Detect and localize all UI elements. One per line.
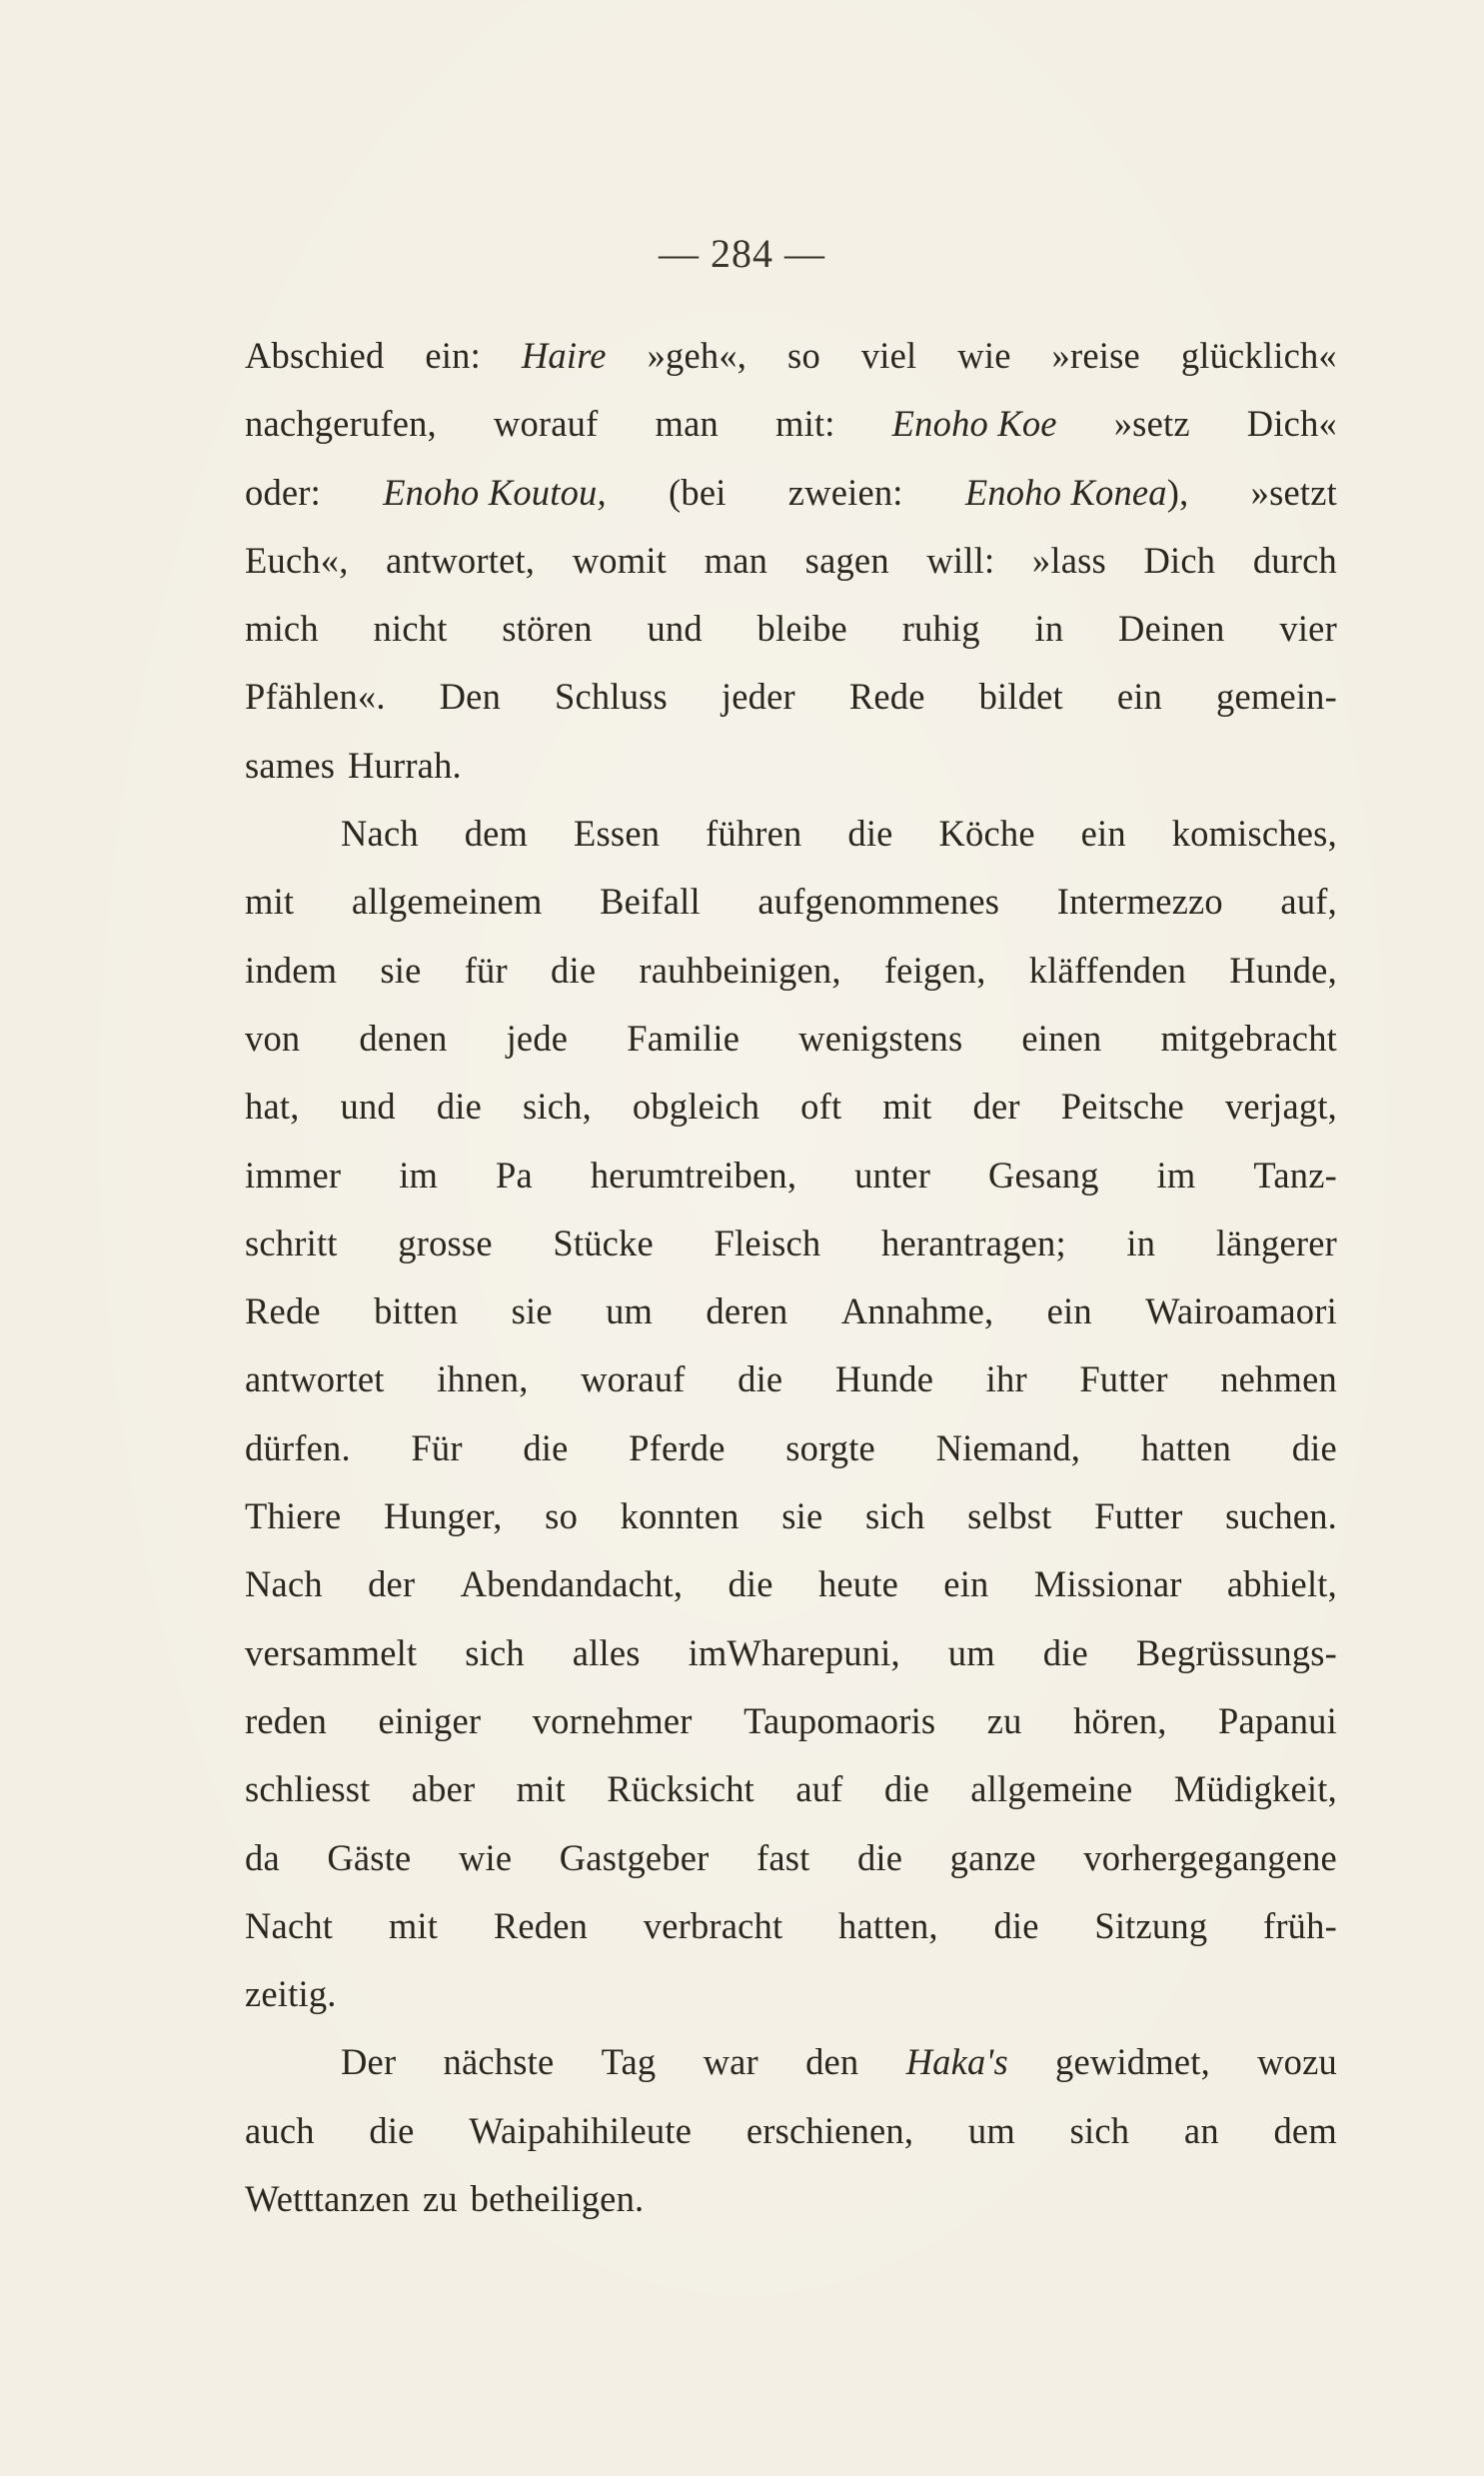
word: die xyxy=(856,1836,903,1878)
word: Wetttanzen xyxy=(245,2178,411,2220)
word: einiger xyxy=(378,1699,482,1741)
word: allgemeine xyxy=(970,1768,1133,1810)
word: abhielt, xyxy=(1226,1563,1337,1605)
word: Gäste xyxy=(327,1836,412,1878)
word: Pa xyxy=(496,1154,533,1196)
word: durch xyxy=(1252,539,1337,581)
word: mitgebracht xyxy=(1160,1017,1337,1059)
body-text xyxy=(245,322,1337,2233)
word-group xyxy=(965,459,1189,527)
word: betheiligen. xyxy=(470,2178,645,2220)
word: Hunde, xyxy=(1229,949,1337,991)
word: man xyxy=(655,403,719,445)
word: Annahme, xyxy=(840,1290,994,1332)
text-line xyxy=(245,1005,1337,1073)
text-line xyxy=(245,1755,1337,1823)
word: in xyxy=(1034,608,1064,650)
text-line xyxy=(245,1414,1337,1482)
word: die xyxy=(883,1768,930,1810)
word: alles xyxy=(572,1631,641,1673)
word: heute xyxy=(817,1563,898,1605)
word: nehmen xyxy=(1220,1358,1337,1400)
word: aufgenommenes xyxy=(757,881,1000,923)
word: jeder xyxy=(721,676,795,718)
word: Intermezzo xyxy=(1056,881,1223,923)
word: antwortet, xyxy=(386,539,536,581)
word: von xyxy=(245,1017,301,1059)
word: ein xyxy=(1116,676,1163,718)
word: mit: xyxy=(775,403,835,445)
word: sich xyxy=(1069,2109,1130,2151)
word: und xyxy=(647,608,703,650)
text-line xyxy=(245,1960,1337,2028)
word: sich xyxy=(864,1495,925,1537)
word: hören, xyxy=(1073,1699,1167,1741)
text-line xyxy=(245,1619,1337,1687)
word: sich xyxy=(465,1631,525,1673)
word: Rede xyxy=(848,676,925,718)
word: der xyxy=(368,1563,416,1605)
word: denen xyxy=(359,1017,448,1059)
word: sie xyxy=(380,949,422,991)
text-line xyxy=(245,1824,1337,1892)
word: Tag xyxy=(601,2041,657,2083)
word: dürfen. xyxy=(245,1426,351,1468)
text-line xyxy=(245,800,1337,868)
word: worauf xyxy=(581,1358,686,1400)
word: zu xyxy=(986,1699,1022,1741)
text-line xyxy=(245,390,1337,458)
word: Müdigkeit, xyxy=(1173,1768,1337,1810)
text-line xyxy=(245,663,1337,731)
word: Waipahihileute xyxy=(469,2109,693,2151)
word: womit xyxy=(572,539,668,581)
word: unter xyxy=(854,1154,931,1196)
word: jede xyxy=(506,1017,569,1059)
word: war xyxy=(703,2041,758,2083)
word: sorgte xyxy=(785,1426,875,1468)
text-line xyxy=(245,322,1337,390)
word: Familie xyxy=(627,1017,741,1059)
word: komisches, xyxy=(1171,813,1337,855)
word: wie xyxy=(458,1836,513,1878)
word: bildet xyxy=(978,676,1063,718)
word: selbst xyxy=(967,1495,1052,1537)
word: den xyxy=(805,2041,859,2083)
word: so xyxy=(545,1495,579,1537)
word: Thiere xyxy=(245,1495,342,1537)
word: mit xyxy=(245,881,295,923)
word: längerer xyxy=(1215,1222,1337,1263)
word: die xyxy=(369,2109,415,2151)
word: auch xyxy=(245,2109,315,2151)
word: auf, xyxy=(1280,881,1337,923)
word: »geh«, xyxy=(647,335,747,376)
text-line xyxy=(245,1142,1337,1210)
word: die xyxy=(847,813,893,855)
word: »lass xyxy=(1031,539,1106,581)
word: worauf xyxy=(493,403,599,445)
text-line xyxy=(245,1550,1337,1618)
word: wenigstens xyxy=(798,1017,963,1059)
word: einen xyxy=(1021,1017,1102,1059)
word: ruhig xyxy=(901,608,980,650)
word: »reise xyxy=(1051,335,1140,376)
text-line xyxy=(245,459,1337,527)
word: bleibe xyxy=(756,608,847,650)
word: fast xyxy=(755,1836,810,1878)
word: »setzt xyxy=(1250,471,1337,513)
text-line xyxy=(245,1210,1337,1277)
word: an xyxy=(1183,2109,1219,2151)
word: oder: xyxy=(245,471,321,513)
word: ihr xyxy=(985,1358,1027,1400)
word: Hurrah. xyxy=(347,744,462,786)
word: im xyxy=(399,1154,439,1196)
word: verbracht xyxy=(643,1904,783,1946)
word: Taupomaoris xyxy=(743,1699,936,1741)
word: Rücksicht xyxy=(607,1768,755,1810)
word: Dich xyxy=(1143,539,1216,581)
word: immer xyxy=(245,1154,342,1196)
text-line xyxy=(245,937,1337,1005)
word: ein xyxy=(1080,813,1126,855)
word: grosse xyxy=(398,1222,493,1263)
word: sie xyxy=(781,1495,823,1537)
word: stören xyxy=(502,608,593,650)
word: ganze xyxy=(949,1836,1036,1878)
text-line xyxy=(245,595,1337,663)
word: Niemand, xyxy=(935,1426,1081,1468)
word: da xyxy=(245,1836,280,1878)
word: herantragen; xyxy=(881,1222,1066,1263)
word: Deinen xyxy=(1118,608,1225,650)
word: Gastgeber xyxy=(559,1836,710,1878)
word: Nach xyxy=(341,813,419,855)
word: die xyxy=(993,1904,1039,1946)
italic-word: Haka's xyxy=(905,2041,1008,2083)
word: gewidmet, xyxy=(1055,2041,1210,2083)
word: aber xyxy=(411,1768,476,1810)
word: um xyxy=(947,1631,995,1673)
word: für xyxy=(464,949,508,991)
text-line xyxy=(245,2165,1337,2233)
word: allgemeinem xyxy=(351,881,543,923)
word: auf xyxy=(795,1768,843,1810)
text-line xyxy=(245,732,1337,800)
word: bitten xyxy=(374,1290,459,1332)
word: Peitsche xyxy=(1060,1086,1184,1128)
word: vornehmer xyxy=(532,1699,693,1741)
word: um xyxy=(606,1290,654,1332)
word: mit xyxy=(388,1904,439,1946)
word: antwortet xyxy=(245,1358,385,1400)
word: Gesang xyxy=(987,1154,1099,1196)
word: oft xyxy=(800,1086,842,1128)
word: sagen xyxy=(804,539,889,581)
text-line xyxy=(245,2028,1337,2096)
word: sie xyxy=(511,1290,553,1332)
word: zweien: xyxy=(787,471,903,513)
word: Fleisch xyxy=(714,1222,821,1263)
word: die xyxy=(1042,1631,1088,1673)
word: vier xyxy=(1279,608,1337,650)
word: Schluss xyxy=(555,676,668,718)
word: Abschied xyxy=(245,335,385,376)
word: um xyxy=(967,2109,1015,2151)
word: ein xyxy=(1046,1290,1092,1332)
word: Missionar xyxy=(1033,1563,1182,1605)
word: der xyxy=(972,1086,1020,1128)
word: mit xyxy=(882,1086,932,1128)
word: nicht xyxy=(373,608,448,650)
text-line xyxy=(245,1073,1337,1141)
text-line xyxy=(245,527,1337,595)
word: Dich« xyxy=(1246,403,1337,445)
word: Essen xyxy=(574,813,661,855)
word: hatten xyxy=(1140,1426,1232,1468)
word: mich xyxy=(245,608,319,650)
word: Für xyxy=(411,1426,463,1468)
word: obgleich xyxy=(632,1086,760,1128)
italic-word: Enoho Konea xyxy=(964,471,1167,513)
word: man xyxy=(704,539,768,581)
word: Reden xyxy=(493,1904,589,1946)
word: Hunde xyxy=(834,1358,934,1400)
word: Euch«, xyxy=(245,539,349,581)
word: Abendandacht, xyxy=(460,1563,684,1605)
word: die xyxy=(728,1563,773,1605)
word: Papanui xyxy=(1217,1699,1337,1741)
word: in xyxy=(1126,1222,1156,1263)
word: Pfählen«. xyxy=(245,676,386,718)
word: führen xyxy=(706,813,802,855)
word: ), xyxy=(1166,471,1189,513)
word: mit xyxy=(516,1768,566,1810)
word: Futter xyxy=(1079,1358,1168,1400)
word: Sitzung xyxy=(1094,1904,1208,1946)
word: im xyxy=(1156,1154,1196,1196)
word: sich, xyxy=(523,1086,592,1128)
word: vorhergegangene xyxy=(1083,1836,1337,1878)
text-line xyxy=(245,1892,1337,1960)
word: deren xyxy=(706,1290,788,1332)
word: hat, xyxy=(245,1086,300,1128)
word: schliesst xyxy=(245,1768,371,1810)
word: Der xyxy=(341,2041,397,2083)
word: imWharepuni, xyxy=(688,1631,900,1673)
text-line xyxy=(245,2097,1337,2165)
word: und xyxy=(340,1086,396,1128)
page-number: — 284 — xyxy=(659,231,825,276)
italic-word: Haire xyxy=(521,335,607,376)
text-line xyxy=(245,1687,1337,1755)
word: Wairoamaori xyxy=(1145,1290,1337,1332)
word: reden xyxy=(245,1699,328,1741)
word: suchen. xyxy=(1225,1495,1337,1537)
word: rauhbeinigen, xyxy=(639,949,841,991)
word: die xyxy=(1291,1426,1337,1468)
word: will: xyxy=(926,539,995,581)
word: dem xyxy=(1273,2109,1337,2151)
word: versammelt xyxy=(245,1631,418,1673)
word: »setz xyxy=(1113,403,1190,445)
word: die xyxy=(523,1426,569,1468)
italic-word: Enoho Koutou, xyxy=(383,471,607,513)
word: nachgerufen, xyxy=(245,403,437,445)
word: (bei xyxy=(669,471,727,513)
word: zeitig. xyxy=(245,1973,337,2015)
italic-word: Enoho Koe xyxy=(891,403,1057,445)
word: ein: xyxy=(425,335,481,376)
text-line xyxy=(245,868,1337,936)
word: Nach xyxy=(245,1563,323,1605)
word: konnten xyxy=(620,1495,740,1537)
text-line xyxy=(245,1345,1337,1413)
word: die xyxy=(436,1086,483,1128)
text-line xyxy=(245,1277,1337,1345)
word: Pferde xyxy=(629,1426,726,1468)
word: Stücke xyxy=(553,1222,654,1263)
word: viel xyxy=(860,335,917,376)
word: herumtreiben, xyxy=(590,1154,797,1196)
word: die xyxy=(738,1358,783,1400)
word: sames xyxy=(245,744,336,786)
word: kläffenden xyxy=(1028,949,1187,991)
word: wie xyxy=(957,335,1011,376)
word: Nacht xyxy=(245,1904,334,1946)
word: verjagt, xyxy=(1224,1086,1337,1128)
word: zu xyxy=(423,2178,458,2220)
word: schritt xyxy=(245,1222,338,1263)
word: Beifall xyxy=(600,881,701,923)
word: feigen, xyxy=(883,949,986,991)
word: wozu xyxy=(1257,2041,1337,2083)
word: Rede xyxy=(245,1290,321,1332)
word: glücklich« xyxy=(1180,335,1337,376)
word: die xyxy=(551,949,597,991)
word: Begrüssungs- xyxy=(1135,1631,1337,1673)
word: dem xyxy=(464,813,529,855)
word: Den xyxy=(439,676,502,718)
word: indem xyxy=(245,949,338,991)
word: erschienen, xyxy=(745,2109,914,2151)
word: ein xyxy=(943,1563,989,1605)
word: ihnen, xyxy=(437,1358,529,1400)
word: hatten, xyxy=(838,1904,938,1946)
word: gemein- xyxy=(1216,676,1337,718)
word: früh- xyxy=(1262,1904,1337,1946)
word: Futter xyxy=(1094,1495,1183,1537)
word: so xyxy=(787,335,820,376)
word: Köche xyxy=(938,813,1035,855)
word: Hunger, xyxy=(384,1495,503,1537)
word: Tanz- xyxy=(1253,1154,1337,1196)
text-line xyxy=(245,1482,1337,1550)
word: nächste xyxy=(443,2041,555,2083)
